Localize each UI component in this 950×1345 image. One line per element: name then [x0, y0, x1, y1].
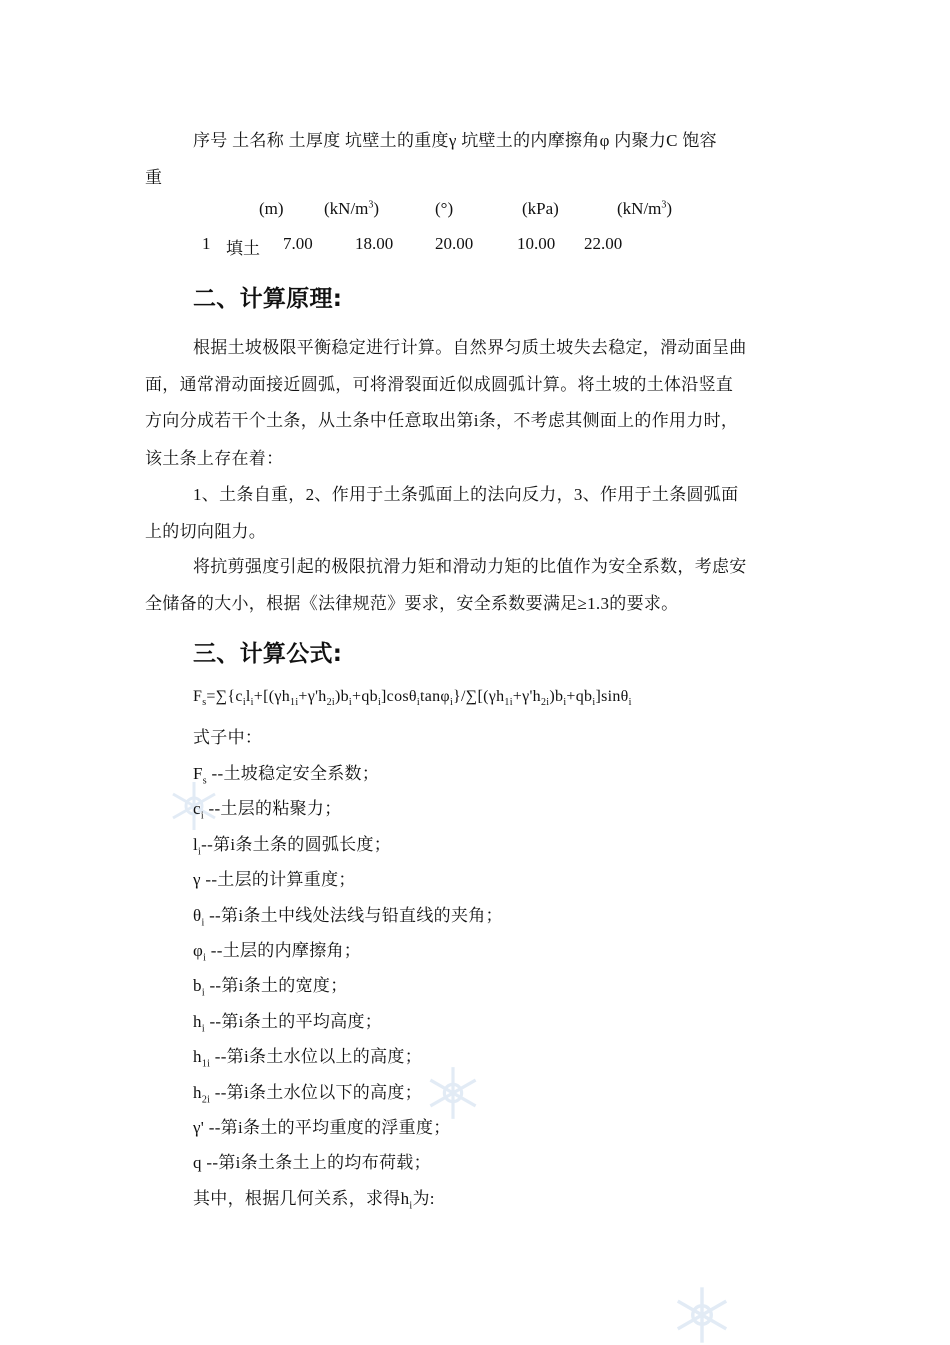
safety-factor-formula: $F_s=\sum\{c_il_i+[(\gamma h_{1i}+\gamma'h_{2i})b_i+qb_i]\cos\theta_i\tan\varphi_i\}/\sum[(\gamma h_{1i}+\gamma'h_{2i})b_i+qb_i]\sin\theta_i$ — [193, 688, 632, 709]
variable-symbol: φ — [193, 941, 204, 960]
variable-symbol: b — [193, 976, 202, 995]
paragraph-line: 将抗剪强度引起的极限抗滑力矩和滑动力矩的比值作为安全系数，考虑安 — [193, 557, 747, 576]
table-header-row-continued: 重 — [145, 168, 163, 187]
variable-description: --第i条土条的圆弧长度； — [201, 835, 392, 854]
variable-symbol: h — [193, 1083, 202, 1102]
variable-symbol: l — [193, 835, 199, 854]
variable-description: --土层的内摩擦角； — [206, 941, 362, 960]
variable-symbol: γ' — [193, 1118, 205, 1137]
variable-symbol: h — [193, 1012, 202, 1031]
table-cell-friction-angle: 20.00 — [435, 234, 474, 253]
variable-definition — [193, 901, 858, 928]
snowflake-watermark-icon — [672, 1285, 732, 1345]
unit-angle: (°) — [435, 199, 454, 218]
table-cell-thickness: 7.00 — [283, 234, 313, 253]
section-heading-principle: 二、计算原理: — [193, 286, 343, 312]
variable-definition — [193, 1042, 858, 1069]
table-cell-weight: 18.00 — [355, 234, 394, 253]
variable-symbol: θ — [193, 906, 202, 925]
table-cell-saturated-weight: 22.00 — [584, 234, 623, 253]
variable-subscript: 1i — [201, 1058, 211, 1070]
variable-symbol: F — [193, 764, 203, 783]
variable-symbol: q — [193, 1153, 202, 1172]
unit-weight: $(kN/m^3)$ — [324, 199, 380, 218]
variable-description: --第i条土条土上的均布荷载； — [201, 1153, 431, 1172]
table-cell-index: 1 — [202, 234, 211, 253]
variable-definition — [193, 1113, 858, 1138]
paragraph-line: 上的切向阻力。 — [145, 522, 267, 541]
variable-definition — [193, 1078, 858, 1105]
table-cell-cohesion: 10.00 — [517, 234, 556, 253]
paragraph-line: 根据土坡极限平衡稳定进行计算。自然界匀质土坡失去稳定，滑动面呈曲 — [193, 338, 747, 357]
formula-intro: 式子中： — [193, 728, 263, 747]
variable-subscript: s — [202, 775, 207, 787]
unit-saturated-weight: $(kN/m^3)$ — [617, 199, 673, 218]
variable-definition — [193, 1148, 858, 1173]
variable-description: --第i条土的宽度； — [204, 976, 348, 995]
paragraph-line: 1、土条自重，2、作用于土条弧面上的法向反力，3、作用于土条圆弧面 — [193, 485, 739, 504]
variable-definition — [193, 936, 858, 963]
variable-symbol: h — [193, 1047, 202, 1066]
table-header-row: 序号 土名称 土厚度 坑壁土的重度γ 坑壁土的内摩擦角φ 内聚力C 饱容 — [193, 131, 717, 150]
variable-description: --土坡稳定安全系数； — [206, 764, 380, 783]
variable-description: --土层的计算重度； — [200, 870, 356, 889]
variable-subscript: i — [203, 952, 207, 964]
paragraph-line: 方向分成若干个土条，从土条中任意取出第i条，不考虑其侧面上的作用力时， — [145, 411, 739, 430]
variable-subscript: i — [200, 810, 204, 822]
variable-subscript: i — [198, 846, 202, 858]
variable-definition — [193, 830, 858, 857]
variable-definition — [193, 971, 858, 998]
section-heading-formula: 三、计算公式: — [193, 641, 343, 667]
variable-description: --第i条土水位以上的高度； — [210, 1047, 422, 1066]
table-cell-soil-name: 填土 — [226, 239, 260, 258]
variable-definition — [193, 759, 858, 786]
variable-symbol: γ — [193, 870, 201, 889]
variable-description: --第i条土的平均高度； — [204, 1012, 383, 1031]
paragraph-line: 面，通常滑动面接近圆弧，可将滑裂面近似成圆弧计算。将土坡的土体沿竖直 — [145, 375, 734, 394]
variable-definition — [193, 794, 858, 821]
variable-subscript: 2i — [201, 1094, 211, 1106]
variable-description: --第i条土水位以下的高度； — [210, 1083, 422, 1102]
unit-thickness: (m) — [259, 199, 284, 218]
variable-description: --第i条土的平均重度的浮重度； — [204, 1118, 451, 1137]
variable-description: --土层的粘聚力； — [203, 799, 342, 818]
variable-symbol: c — [193, 799, 201, 818]
paragraph-line: 该土条上存在着： — [145, 449, 284, 468]
variable-subscript: i — [201, 987, 205, 999]
variable-definition — [193, 1007, 858, 1034]
closing-line: 其中，根据几何关系，求得$h_i$为: — [193, 1189, 435, 1212]
variable-subscript: i — [201, 1023, 205, 1035]
variable-definition — [193, 865, 858, 890]
variable-description: --第i条土中线处法线与铅直线的夹角； — [204, 906, 503, 925]
paragraph-line: 全储备的大小，根据《法律规范》要求，安全系数要满足≥1.3的要求。 — [145, 594, 679, 613]
unit-cohesion: (kPa) — [522, 199, 559, 218]
variable-subscript: i — [201, 917, 205, 929]
